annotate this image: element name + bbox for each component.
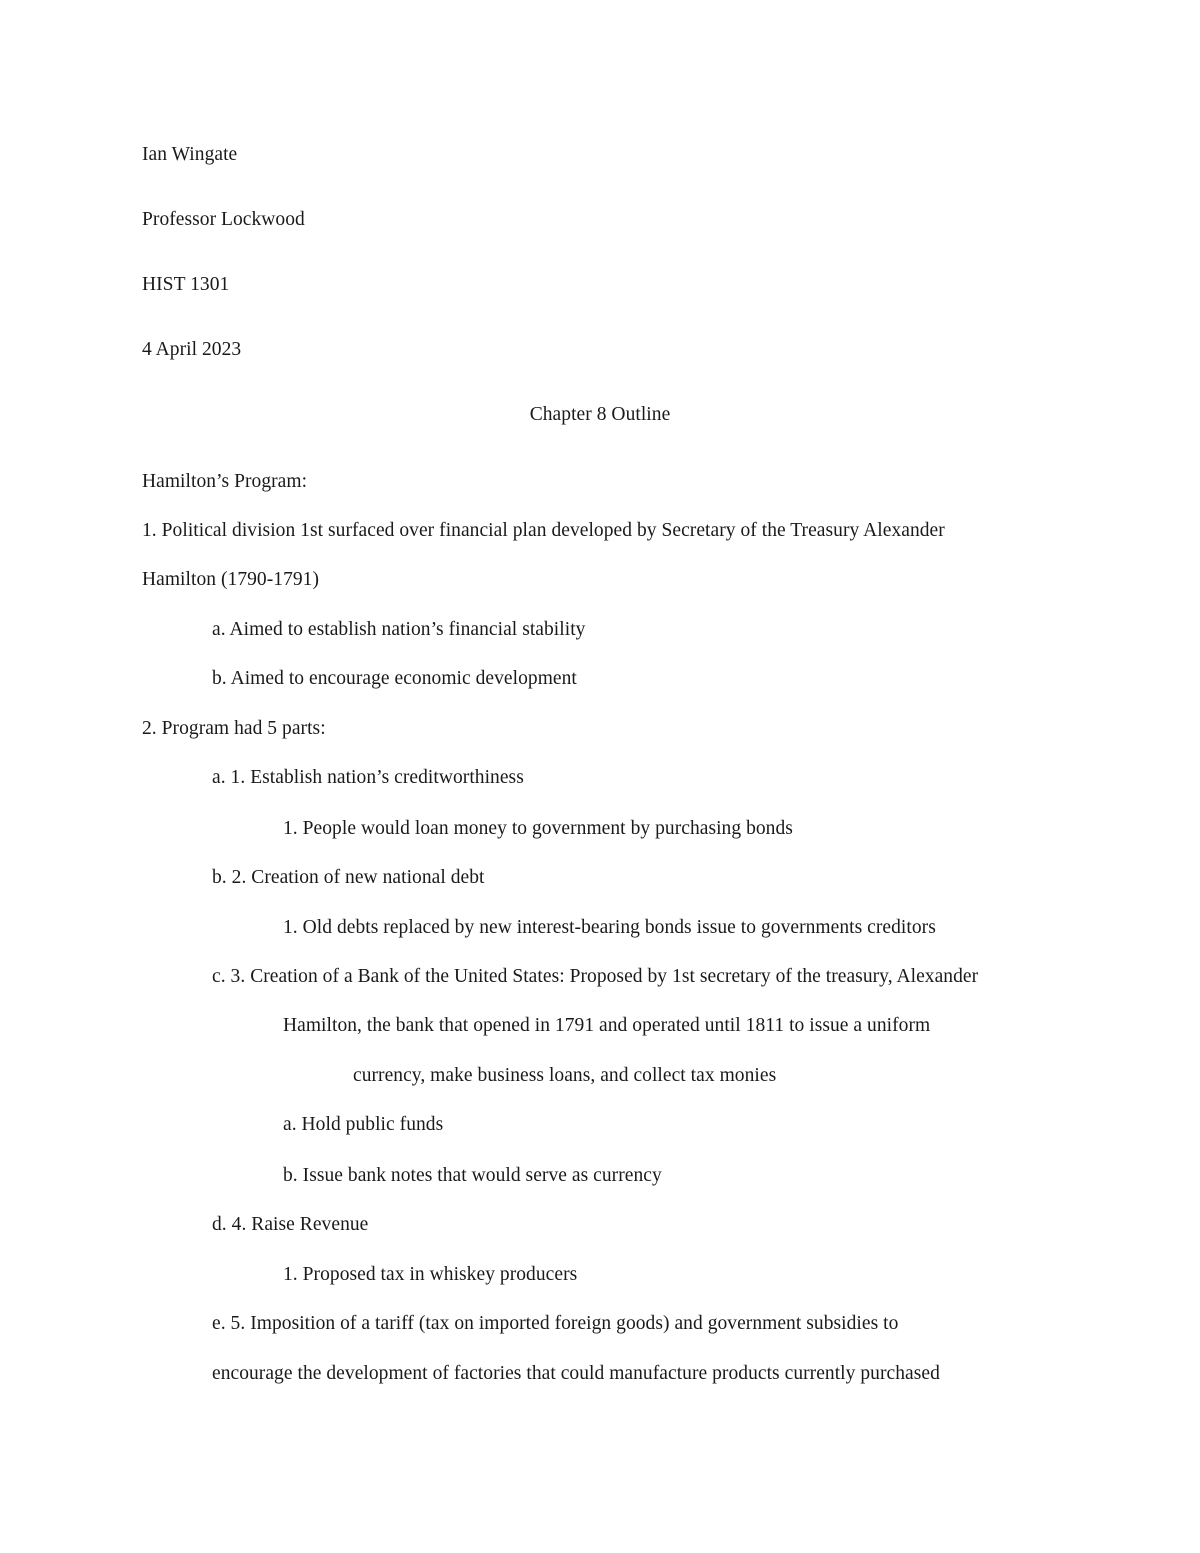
outline-item: 1. Political division 1st surfaced over financial plan developed by Secretary of the Treasury Alexander [142,520,945,541]
outline-item: d. 4. Raise Revenue [212,1214,369,1235]
outline-item: 2. Program had 5 parts: [142,718,326,739]
outline-item: a. Hold public funds [283,1114,444,1135]
outline-item: e. 5. Imposition of a tariff (tax on imported foreign goods) and government subsidies to [212,1313,899,1334]
outline-item: encourage the development of factories that could manufacture products currently purchased [212,1363,940,1384]
outline-item: a. Aimed to establish nation’s financial stability [212,619,586,640]
outline-item: b. 2. Creation of new national debt [212,867,485,888]
outline-item: Hamilton (1790-1791) [142,569,320,590]
outline-item: 1. Proposed tax in whiskey producers [283,1264,578,1285]
student-name: Ian Wingate [142,144,238,165]
outline-item: a. 1. Establish nation’s creditworthiness [212,767,524,788]
outline-item: b. Aimed to encourage economic development [212,668,577,689]
outline-item: Hamilton, the bank that opened in 1791 and operated until 1811 to issue a uniform [283,1015,931,1036]
outline-item: currency, make business loans, and collect tax monies [353,1065,777,1086]
outline-item: b. Issue bank notes that would serve as currency [283,1165,662,1186]
outline-item: 1. People would loan money to government by purchasing bonds [283,818,793,839]
course-code: HIST 1301 [142,274,230,295]
outline-item: c. 3. Creation of a Bank of the United States: Proposed by 1st secretary of the treasury, Alexander [212,966,979,987]
section-heading: Hamilton’s Program: [142,471,308,492]
professor-name: Professor Lockwood [142,209,305,230]
document-date: 4 April 2023 [142,339,242,360]
outline-item: 1. Old debts replaced by new interest-bearing bonds issue to governments creditors [283,917,936,938]
document-title: Chapter 8 Outline [529,404,671,425]
